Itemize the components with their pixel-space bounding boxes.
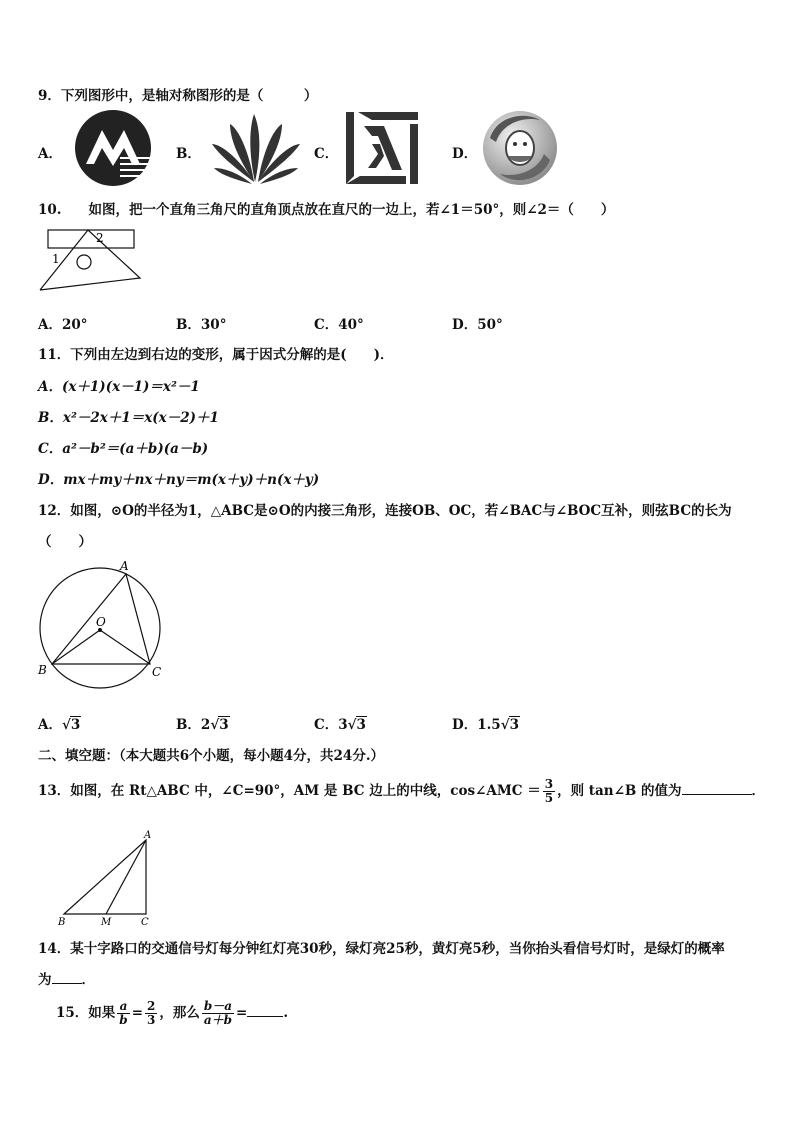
q12-point-a-label: A xyxy=(120,559,129,573)
q14-line-2: 为 ． xyxy=(38,972,95,988)
q12-point-c-label: C xyxy=(152,665,162,679)
q13-point-b-label: B xyxy=(58,917,66,928)
q9-option-b-label: B． xyxy=(176,146,201,162)
q13-fraction: $\frac{3}{5}$ xyxy=(544,777,554,805)
q9-option-a-label: A． xyxy=(38,146,62,162)
q11-option-a: A．(x＋1)(x－1)＝x²－1 xyxy=(38,379,200,395)
q11-option-b: B．x²－2x＋1＝x(x－2)＋1 xyxy=(38,410,219,426)
q12-point-o-label: O xyxy=(96,615,106,629)
q15-fraction-expression: $\frac{b-a}{a+b}$ xyxy=(203,999,233,1027)
q10-option-d: D．50° xyxy=(452,317,503,333)
q9-stem: 9．下列图形中，是轴对称图形的是（ ） xyxy=(38,88,318,104)
q13-triangle-figure xyxy=(56,826,156,928)
q13-point-a-label: A xyxy=(144,830,152,841)
q11-stem: 11．下列由左边到右边的变形，属于因式分解的是( )． xyxy=(38,347,394,363)
q10-stem: 10. 如图，把一个直角三角尺的直角顶点放在直尺的一边上，若∠1＝50°，则∠2＝（ ） xyxy=(38,202,615,218)
q12-stem: 12．如图，⊙O的半径为1，△ABC是⊙O的内接三角形，连接OB、OC，若∠BAC与∠BOC互补，则弦BC的长为 xyxy=(38,503,732,519)
q12-point-b-label: B xyxy=(38,663,47,677)
q12-circle-figure xyxy=(34,558,168,698)
q13-point-c-label: C xyxy=(141,917,149,928)
q12-option-b: B．2√3 xyxy=(176,717,229,733)
q10-option-c: C．40° xyxy=(314,317,364,333)
q9-option-d-label: D． xyxy=(452,146,478,162)
q12-option-a: A．√3 xyxy=(38,717,81,733)
geometric-logo-icon xyxy=(344,110,420,186)
q10-angle-2-label: 2 xyxy=(96,231,104,245)
q10-angle-1-label: 1 xyxy=(52,252,60,266)
q13-stem: 13．如图，在 Rt△ABC 中，∠C=90°，AM 是 BC 边上的中线，cos∠AMC ＝ $\frac{3}{5}$ ，则 tan∠B 的值为 ． xyxy=(38,777,766,805)
q13-answer-blank xyxy=(682,782,752,795)
huawei-logo-icon xyxy=(208,110,304,186)
q15-fraction-a-over-b: $\frac{a}{b}$ xyxy=(119,999,128,1027)
q12-option-c: C．3√3 xyxy=(314,717,366,733)
q15-fraction-2-over-3: $\frac{2}{3}$ xyxy=(147,999,156,1027)
q14-answer-blank xyxy=(52,971,82,984)
q9-option-c-label: C． xyxy=(314,146,339,162)
q14-line-1: 14．某十字路口的交通信号灯每分钟红灯亮30秒，绿灯亮25秒，黄灯亮5秒，当你抬头看信号灯时，是绿灯的概率 xyxy=(38,941,725,957)
section-2-heading: 二、填空题：（本大题共6个小题，每小题4分，共24分.） xyxy=(38,748,385,764)
q10-option-b: B．30° xyxy=(176,317,227,333)
q10-ruler-triangle-figure xyxy=(38,228,144,294)
q13-point-m-label: M xyxy=(101,917,112,928)
q15-stem: 15．如果 $\frac{a}{b}$ = $\frac{2}{3}$ ，那么 $\frac{b-a}{a+b}$ = . xyxy=(56,999,289,1027)
q10-option-a: A．20° xyxy=(38,317,88,333)
q12-stem-paren: （ ） xyxy=(38,534,92,550)
metro-logo-icon xyxy=(72,108,154,188)
q11-option-c: C．a²－b²＝(a＋b)(a－b) xyxy=(38,441,209,457)
q15-answer-blank xyxy=(247,1004,283,1017)
q12-option-d: D．1.5√3 xyxy=(452,717,519,733)
qq-logo-icon xyxy=(482,108,558,188)
q11-option-d: D．mx＋my＋nx＋ny＝m(x＋y)＋n(x＋y) xyxy=(38,472,320,488)
